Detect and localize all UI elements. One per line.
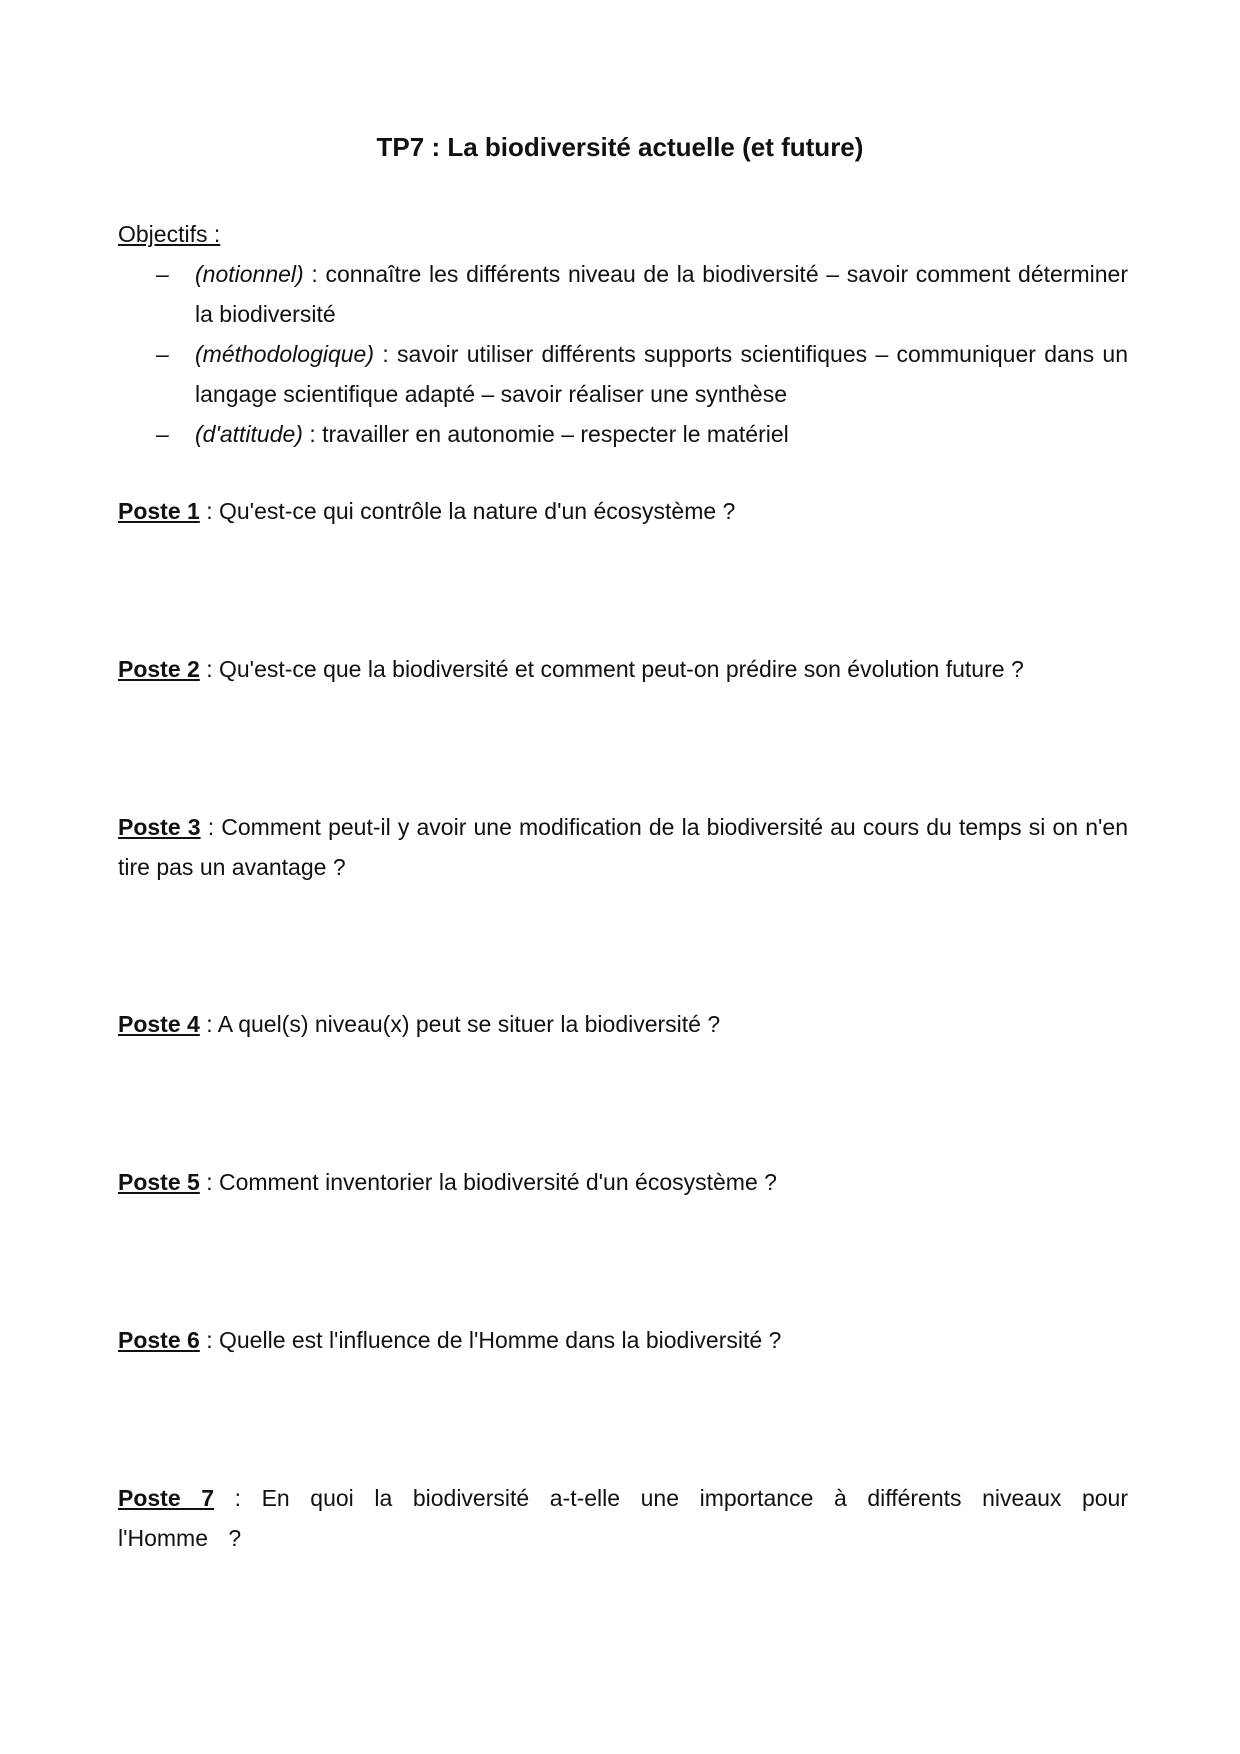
- poste-question: : Comment inventorier la biodiversité d'un écosystème ?: [199, 1169, 777, 1195]
- poste-question: : Comment peut-il y avoir une modification de la biodiversité au cours du temps si on n'en tire pas un avantage ?: [118, 814, 1128, 880]
- objective-item-methodologique: [118, 334, 1128, 414]
- poste-question: : Qu'est-ce que la biodiversité et comment peut-on prédire son évolution future ?: [199, 656, 1024, 682]
- poste-label: Poste 2: [118, 656, 200, 682]
- objective-tag: (notionnel): [195, 261, 304, 287]
- objective-text: : travailler en autonomie – respecter le matériel: [302, 421, 789, 447]
- bullet-dash: –: [156, 341, 169, 367]
- poste-question: : Qu'est-ce qui contrôle la nature d'un écosystème ?: [199, 498, 736, 524]
- poste-7: [118, 1478, 1128, 1558]
- objectives-heading: Objectifs :: [118, 221, 221, 247]
- poste-question: : En quoi la biodiversité a-t-elle une importance à différents niveaux pour l'Homme ?: [118, 1485, 1128, 1551]
- poste-label: Poste 7: [118, 1485, 215, 1511]
- objectives-section: [118, 214, 1128, 454]
- objective-text: : connaître les différents niveau de la biodiversité – savoir comment déterminer la biodiversité: [195, 261, 1128, 327]
- poste-4: [118, 1004, 1128, 1044]
- poste-3: [118, 807, 1128, 887]
- poste-label: Poste 4: [118, 1011, 200, 1037]
- objective-tag: (d'attitude): [195, 421, 303, 447]
- objective-item-attitude: [118, 414, 1128, 454]
- bullet-dash: –: [156, 421, 169, 447]
- bullet-dash: –: [156, 261, 169, 287]
- poste-label: Poste 6: [118, 1327, 200, 1353]
- objective-tag: (méthodologique): [195, 341, 375, 367]
- objective-text: : savoir utiliser différents supports scientifiques – communiquer dans un langage scientifique adapté – savoir réaliser une synthèse: [195, 341, 1128, 407]
- poste-label: Poste 1: [118, 498, 200, 524]
- poste-question: : Quelle est l'influence de l'Homme dans la biodiversité ?: [199, 1327, 782, 1353]
- poste-label: Poste 3: [118, 814, 201, 840]
- poste-label: Poste 5: [118, 1169, 200, 1195]
- objectives-list: [118, 254, 1128, 454]
- document-title: TP7 : La biodiversité actuelle (et future): [376, 132, 864, 162]
- poste-6: [118, 1320, 1128, 1360]
- objective-item-notionnel: [118, 254, 1128, 334]
- poste-1: [118, 491, 1128, 531]
- poste-5: [118, 1162, 1128, 1202]
- poste-2: [118, 649, 1128, 689]
- poste-question: : A quel(s) niveau(x) peut se situer la biodiversité ?: [199, 1011, 721, 1037]
